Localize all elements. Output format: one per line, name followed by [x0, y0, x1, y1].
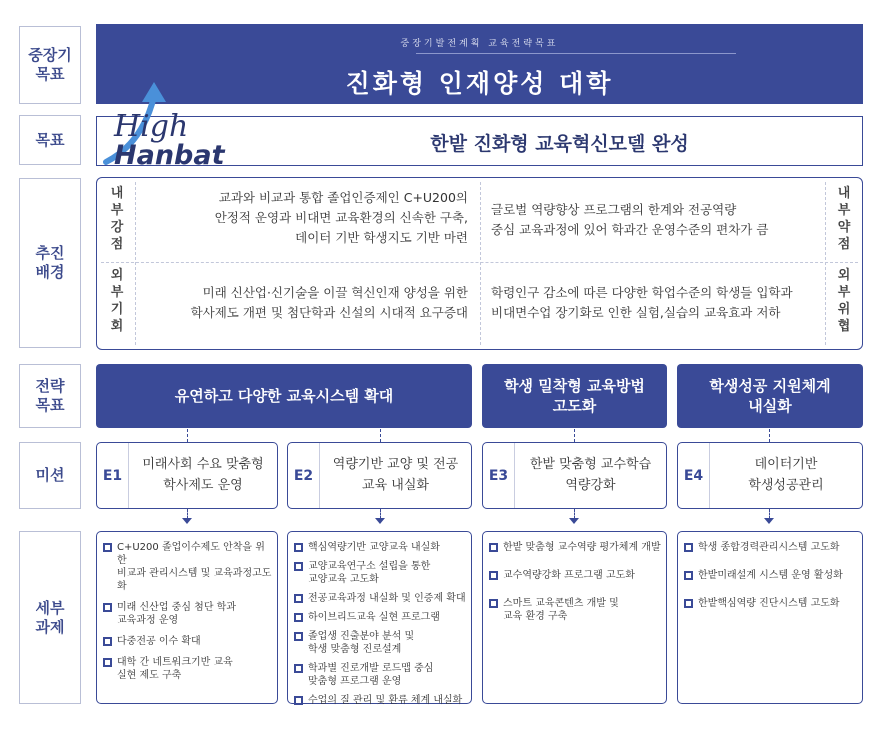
task-item-text: 한밭미래설계 시스템 운영 활성화	[698, 570, 843, 581]
task-item	[294, 662, 467, 688]
task-item	[684, 597, 858, 610]
goal-text: 한밭 진화형 교육혁신모델 완성	[430, 133, 689, 155]
mission-box	[482, 442, 667, 509]
weakness-text: 글로벌 역량향상 프로그램의 한계와 전공역량 중심 교육과정에 있어 학과간 운영수준의 편차가 큼	[491, 202, 769, 237]
arrow-down-icon	[569, 518, 579, 524]
label-goal: 목표	[19, 115, 81, 165]
task-item-text: 하이브리드교육 실현 프로그램	[308, 612, 440, 623]
mission-text: 데이터기반 학생성공관리	[748, 457, 824, 493]
task-item	[294, 560, 467, 586]
logo-line1: High	[114, 109, 189, 144]
task-item-text: 스마트 교육콘텐츠 개발 및 교육 환경 구축	[503, 598, 619, 622]
task-item	[294, 592, 467, 605]
bullet-icon	[294, 543, 303, 552]
bullet-icon	[684, 571, 693, 580]
mission-box	[287, 442, 472, 509]
task-item	[489, 597, 662, 623]
mission-box	[96, 442, 278, 509]
bullet-icon	[103, 637, 112, 646]
background-box	[96, 177, 863, 350]
connector	[187, 429, 188, 442]
strategy-box: 학생성공 지원체계 내실화	[677, 364, 863, 428]
divider	[101, 262, 858, 263]
connector	[380, 429, 381, 442]
task-item	[489, 541, 662, 554]
bullet-icon	[489, 571, 498, 580]
task-item-text: C+U200 졸업이수제도 안착을 위한 비교과 관리시스템 및 교육과정고도화	[117, 542, 272, 592]
task-item-text: 졸업생 진출분야 분석 및 학생 맞춤형 진로설계	[308, 631, 415, 655]
bullet-icon	[294, 664, 303, 673]
opportunity-text: 미래 신산업·신기술을 이끌 혁신인재 양성을 위한 학사제도 개편 및 첨단학과 신설의 시대적 요구증대	[190, 285, 468, 320]
connector	[769, 429, 770, 442]
arrow-down-icon	[182, 518, 192, 524]
task-item	[684, 569, 858, 582]
bullet-icon	[489, 599, 498, 608]
label-vision: 중장기 목표	[19, 26, 81, 104]
task-item	[684, 541, 858, 554]
mission-text: 미래사회 수요 맞춤형 학사제도 운영	[142, 457, 264, 493]
arrow-down-icon	[375, 518, 385, 524]
strategy-box: 학생 밀착형 교육방법 고도화	[482, 364, 667, 428]
task-box	[482, 531, 667, 704]
task-item	[294, 630, 467, 656]
bullet-icon	[684, 599, 693, 608]
strength-text: 교과와 비교과 통합 졸업인증제인 C+U200의 안정적 운영과 비대면 교육환경의 신속한 구축, 데이터 기반 학생지도 기반 마련	[214, 190, 468, 245]
task-item-text: 수업의 질 관리 및 환류 체계 내실화	[308, 695, 463, 706]
task-item-text: 대학 간 네트워크기반 교육 실현 제도 구축	[117, 657, 233, 681]
bullet-icon	[294, 696, 303, 705]
mission-code: E4	[678, 443, 710, 508]
task-item	[294, 694, 467, 707]
logo-arrowhead	[142, 82, 166, 102]
task-item	[103, 541, 273, 593]
mission-code: E3	[483, 443, 515, 508]
bullet-icon	[294, 594, 303, 603]
vision-divider	[416, 53, 736, 54]
task-item-text: 다중전공 이수 확대	[117, 636, 201, 647]
label-background: 추진 배경	[19, 178, 81, 348]
task-box	[96, 531, 278, 704]
mission-code: E1	[97, 443, 129, 508]
task-item-text: 미래 신산업 중심 첨단 학과 교육과정 운영	[117, 602, 236, 626]
logo-line2: Hanbat	[114, 140, 225, 170]
bullet-icon	[103, 658, 112, 667]
bullet-icon	[684, 543, 693, 552]
mission-text: 한밭 맞춤형 교수학습 역량강화	[529, 457, 652, 493]
task-item-text: 전공교육과정 내실화 및 인증제 확대	[308, 593, 466, 604]
task-item-text: 학생 종합경력관리시스템 고도화	[698, 542, 840, 553]
bullet-icon	[294, 562, 303, 571]
bullet-icon	[489, 543, 498, 552]
task-item-text: 한밭 맞춤형 교수역량 평가체계 개발	[503, 542, 661, 553]
task-item	[103, 601, 273, 627]
connector	[574, 429, 575, 442]
label-weakness: 내 부 약 점	[837, 186, 851, 252]
label-threat: 외 부 위 협	[837, 268, 851, 334]
strategy-box: 유연하고 다양한 교육시스템 확대	[96, 364, 472, 428]
mission-text: 역량기반 교양 및 전공 교육 내실화	[332, 457, 459, 493]
task-item	[294, 541, 467, 554]
task-item	[489, 569, 662, 582]
task-item	[103, 656, 273, 682]
task-item	[294, 611, 467, 624]
divider	[135, 182, 136, 345]
label-opportunity: 외 부 기 회	[110, 268, 124, 334]
label-mission: 미션	[19, 442, 81, 509]
label-strategy: 전략 목표	[19, 364, 81, 428]
divider	[480, 182, 481, 345]
vision-subtitle: 중장기발전계획 교육전략목표	[400, 39, 559, 49]
threat-text: 학령인구 감소에 따른 다양한 학업수준의 학생들 입학과 비대면수업 장기화로 인한 실험,실습의 교육효과 저하	[491, 285, 793, 320]
vision-title: 진화형 인재양성 대학	[345, 69, 614, 98]
label-strength: 내 부 강 점	[110, 186, 124, 252]
task-item-text: 한밭핵심역량 진단시스템 고도화	[698, 598, 840, 609]
bullet-icon	[294, 632, 303, 641]
task-item-text: 핵심역량기반 교양교육 내실화	[308, 542, 440, 553]
task-box	[287, 531, 472, 704]
mission-box	[677, 442, 863, 509]
task-item-text: 학과별 진로개발 로드맵 중심 맞춤형 프로그램 운영	[308, 663, 434, 687]
bullet-icon	[294, 613, 303, 622]
bullet-icon	[103, 603, 112, 612]
label-tasks: 세부 과제	[19, 531, 81, 704]
mission-code: E2	[288, 443, 320, 508]
bullet-icon	[103, 543, 112, 552]
task-item-text: 교양교육연구소 설립을 통한 교양교육 고도화	[308, 561, 431, 585]
task-box	[677, 531, 863, 704]
high-hanbat-logo	[98, 78, 268, 170]
task-item	[103, 635, 273, 648]
arrow-down-icon	[764, 518, 774, 524]
task-item-text: 교수역량강화 프로그램 고도화	[503, 570, 635, 581]
